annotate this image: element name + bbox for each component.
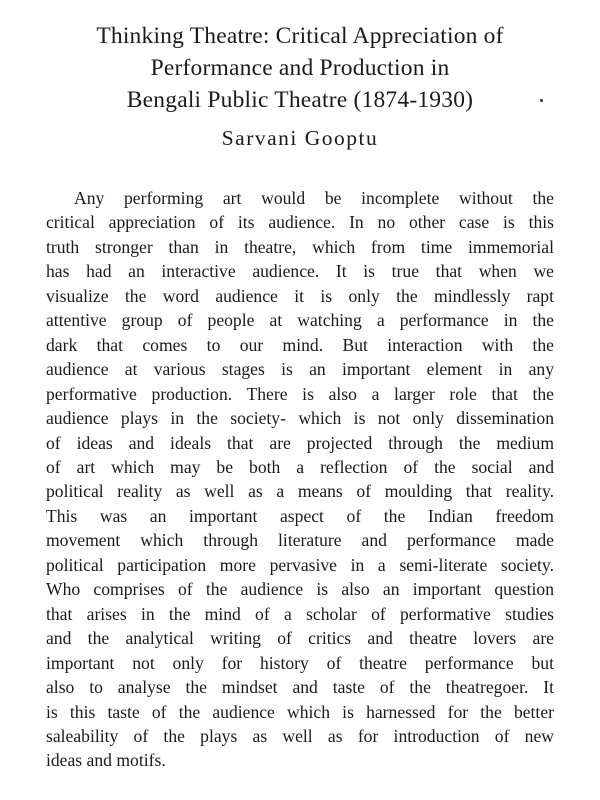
paragraph-line: has had an interactive audience. It is true that when we: [46, 261, 554, 282]
paragraph-line: audience at various stages is an important element in any: [46, 359, 554, 380]
paragraph-line: of art which may be both a reflection of the social and: [46, 456, 554, 477]
paragraph-line: ideas and motifs.: [46, 750, 166, 771]
print-speck: [540, 99, 543, 102]
paragraph-line: of ideas and ideals that are projected through the medium: [46, 432, 554, 453]
paragraph-line: dark that comes to our mind. But interaction with the: [46, 334, 554, 355]
paragraph-line: that arises in the mind of a scholar of performative studies: [46, 603, 554, 624]
paragraph-line: critical appreciation of its audience. In no other case is this: [46, 212, 554, 233]
paragraph-line: saleability of the plays as well as for introduction of new: [46, 725, 554, 746]
author-name: Sarvani Gooptu: [221, 126, 379, 150]
paragraph-line: This was an important aspect of the Indian freedom: [46, 505, 554, 526]
paragraph-line: political reality as well as a means of moulding that reality.: [46, 481, 554, 502]
paragraph-line: also to analyse the mindset and taste of the theatregoer. It: [46, 677, 554, 698]
paragraph-line: movement which through literature and performance made: [46, 530, 554, 551]
chapter-title-line: Bengali Public Theatre (1874-1930): [126, 87, 474, 113]
paragraph-line: performative production. There is also a larger role that the: [46, 383, 554, 404]
paragraph-line: Who comprises of the audience is also an important question: [46, 579, 554, 600]
chapter-title-line: Performance and Production in: [150, 55, 450, 81]
paragraph-line: attentive group of people at watching a performance in the: [46, 310, 554, 331]
paragraph-line: truth stronger than in theatre, which from time immemorial: [46, 236, 554, 257]
body-paragraph: [46, 186, 554, 773]
paragraph-line: audience plays in the society- which is not only dissemination: [46, 408, 554, 429]
chapter-header: [0, 20, 600, 153]
chapter-title-line: Thinking Theatre: Critical Appreciation of: [96, 23, 504, 49]
paragraph-line: important not only for history of theatre performance but: [46, 652, 554, 673]
paragraph-line: and the analytical writing of critics and theatre lovers are: [46, 628, 554, 649]
paragraph-line: visualize the word audience it is only the mindlessly rapt: [46, 285, 554, 306]
paragraph-line: political participation more pervasive in a semi-literate society.: [46, 554, 554, 575]
paragraph-line: is this taste of the audience which is harnessed for the better: [46, 701, 554, 722]
paragraph-line: Any performing art would be incomplete without the: [74, 188, 554, 208]
